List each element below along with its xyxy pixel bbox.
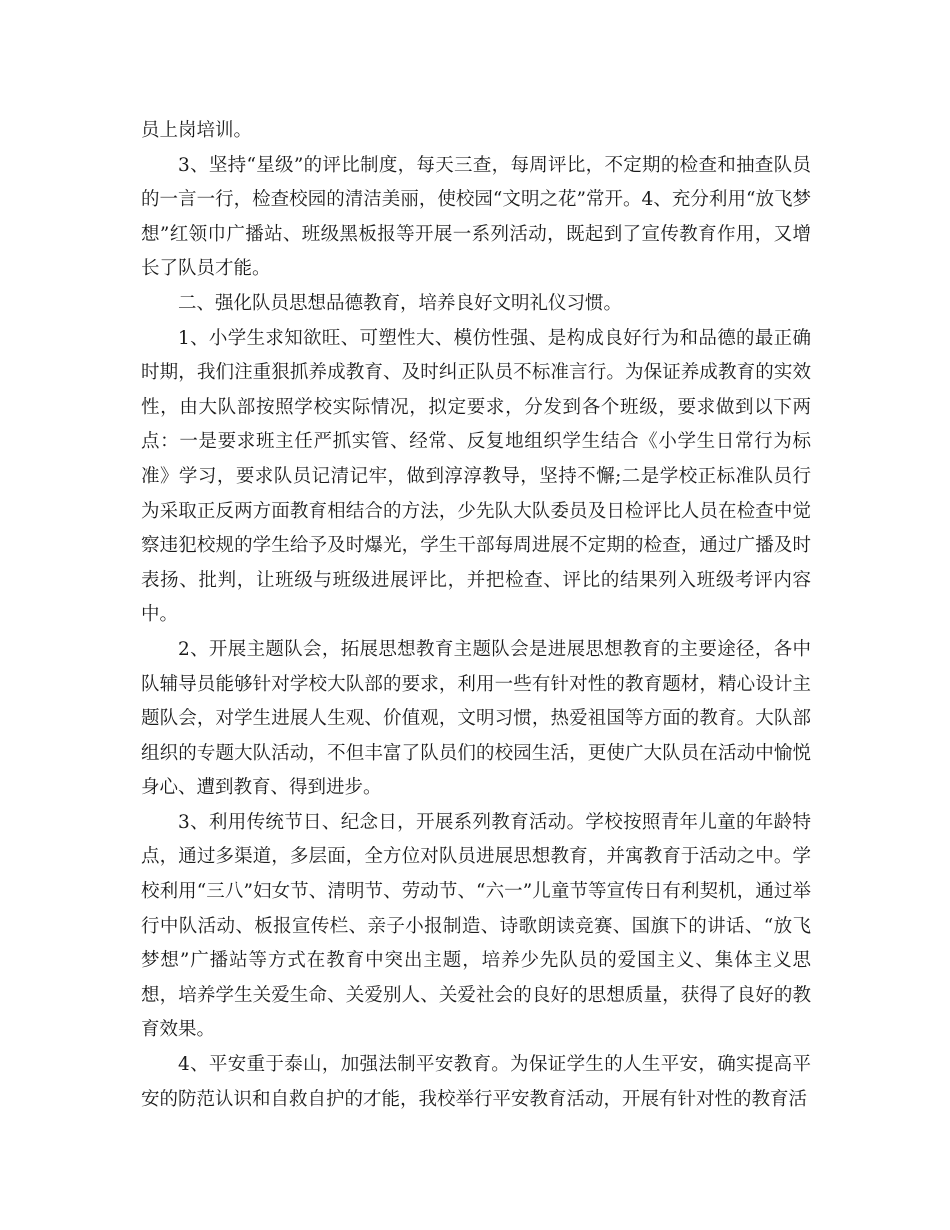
section-heading-moral-education: 二、强化队员思想品德教育，培养良好文明礼仪习惯。 xyxy=(178,292,623,314)
paragraph-theme-meetings: 2、开展主题队会，拓展思想教育主题队会是进展思想教育的主要途径，各中队辅导员能够针对学校大队部的要求，利用一些有针对性的教育题材，精心设计主题队会，对学生进展人生观、价值观，文明习惯，热爱祖国等方面的教育。大队部组织的专题大队活动，不但丰富了队员们的校园生活，更使广大队员在活动中愉悦身心、遭到教育、得到进步。 xyxy=(141,638,811,799)
paragraph-habit-education: 1、小学生求知欲旺、可塑性大、模仿性强、是构成良好行为和品德的最正确时期，我们注重狠抓养成教育、及时纠正队员不标准言行。为保证养成教育的实效性，由大队部按照学校实际情况，拟定要求，分发到各个班级，要求做到以下两点：一是要求班主任严抓实管、经常、反复地组织学生结合《小学生日常行为标准》学习，要求队员记清记牢，做到淳淳教导，坚持不懈;二是学校正标准队员行为采取正反两方面教育相结合的方法，少先队大队委员及日检评比人员在检查中觉察违犯校规的学生给予及时爆光，学生干部每周进展不定期的检查，通过广播及时表扬、批判，让班级与班级进展评比，并把检查、评比的结果列入班级考评内容中。 xyxy=(141,327,811,626)
paragraph-continuation: 员上岗培训。 xyxy=(141,120,253,141)
paragraph-star-rating: 3、坚持“星级”的评比制度，每天三查，每周评比，不定期的检查和抽查队员的一言一行，检查校园的清洁美丽，使校园“文明之花”常开。4、充分利用“放飞梦想”红领巾广播站、班级黑板报等开展一系列活动，既起到了宣传教育作用，又增长了队员才能。 xyxy=(141,154,811,280)
paragraph-festival-activities: 3、利用传统节日、纪念日，开展系列教育活动。学校按照青年儿童的年龄特点，通过多渠道，多层面，全方位对队员进展思想教育，并寓教育于活动之中。学校利用“三八”妇女节、清明节、劳动节、“六一”儿童节等宣传日有利契机，通过举行中队活动、板报宣传栏、亲子小报制造、诗歌朗读竞赛、国旗下的讲话、“放飞梦想”广播站等方式在教育中突出主题，培养少先队员的爱国主义、集体主义思想，培养学生关爱生命、关爱别人、关爱社会的良好的思想质量，获得了良好的教育效果。 xyxy=(141,811,811,1041)
paragraph-safety-education: 4、平安重于泰山，加强法制平安教育。为保证学生的人生平安，确实提高平安的防范认识和自救自护的才能，我校举行平安教育活动，开展有针对性的教育活 xyxy=(141,1054,811,1110)
document-body xyxy=(141,114,811,1117)
